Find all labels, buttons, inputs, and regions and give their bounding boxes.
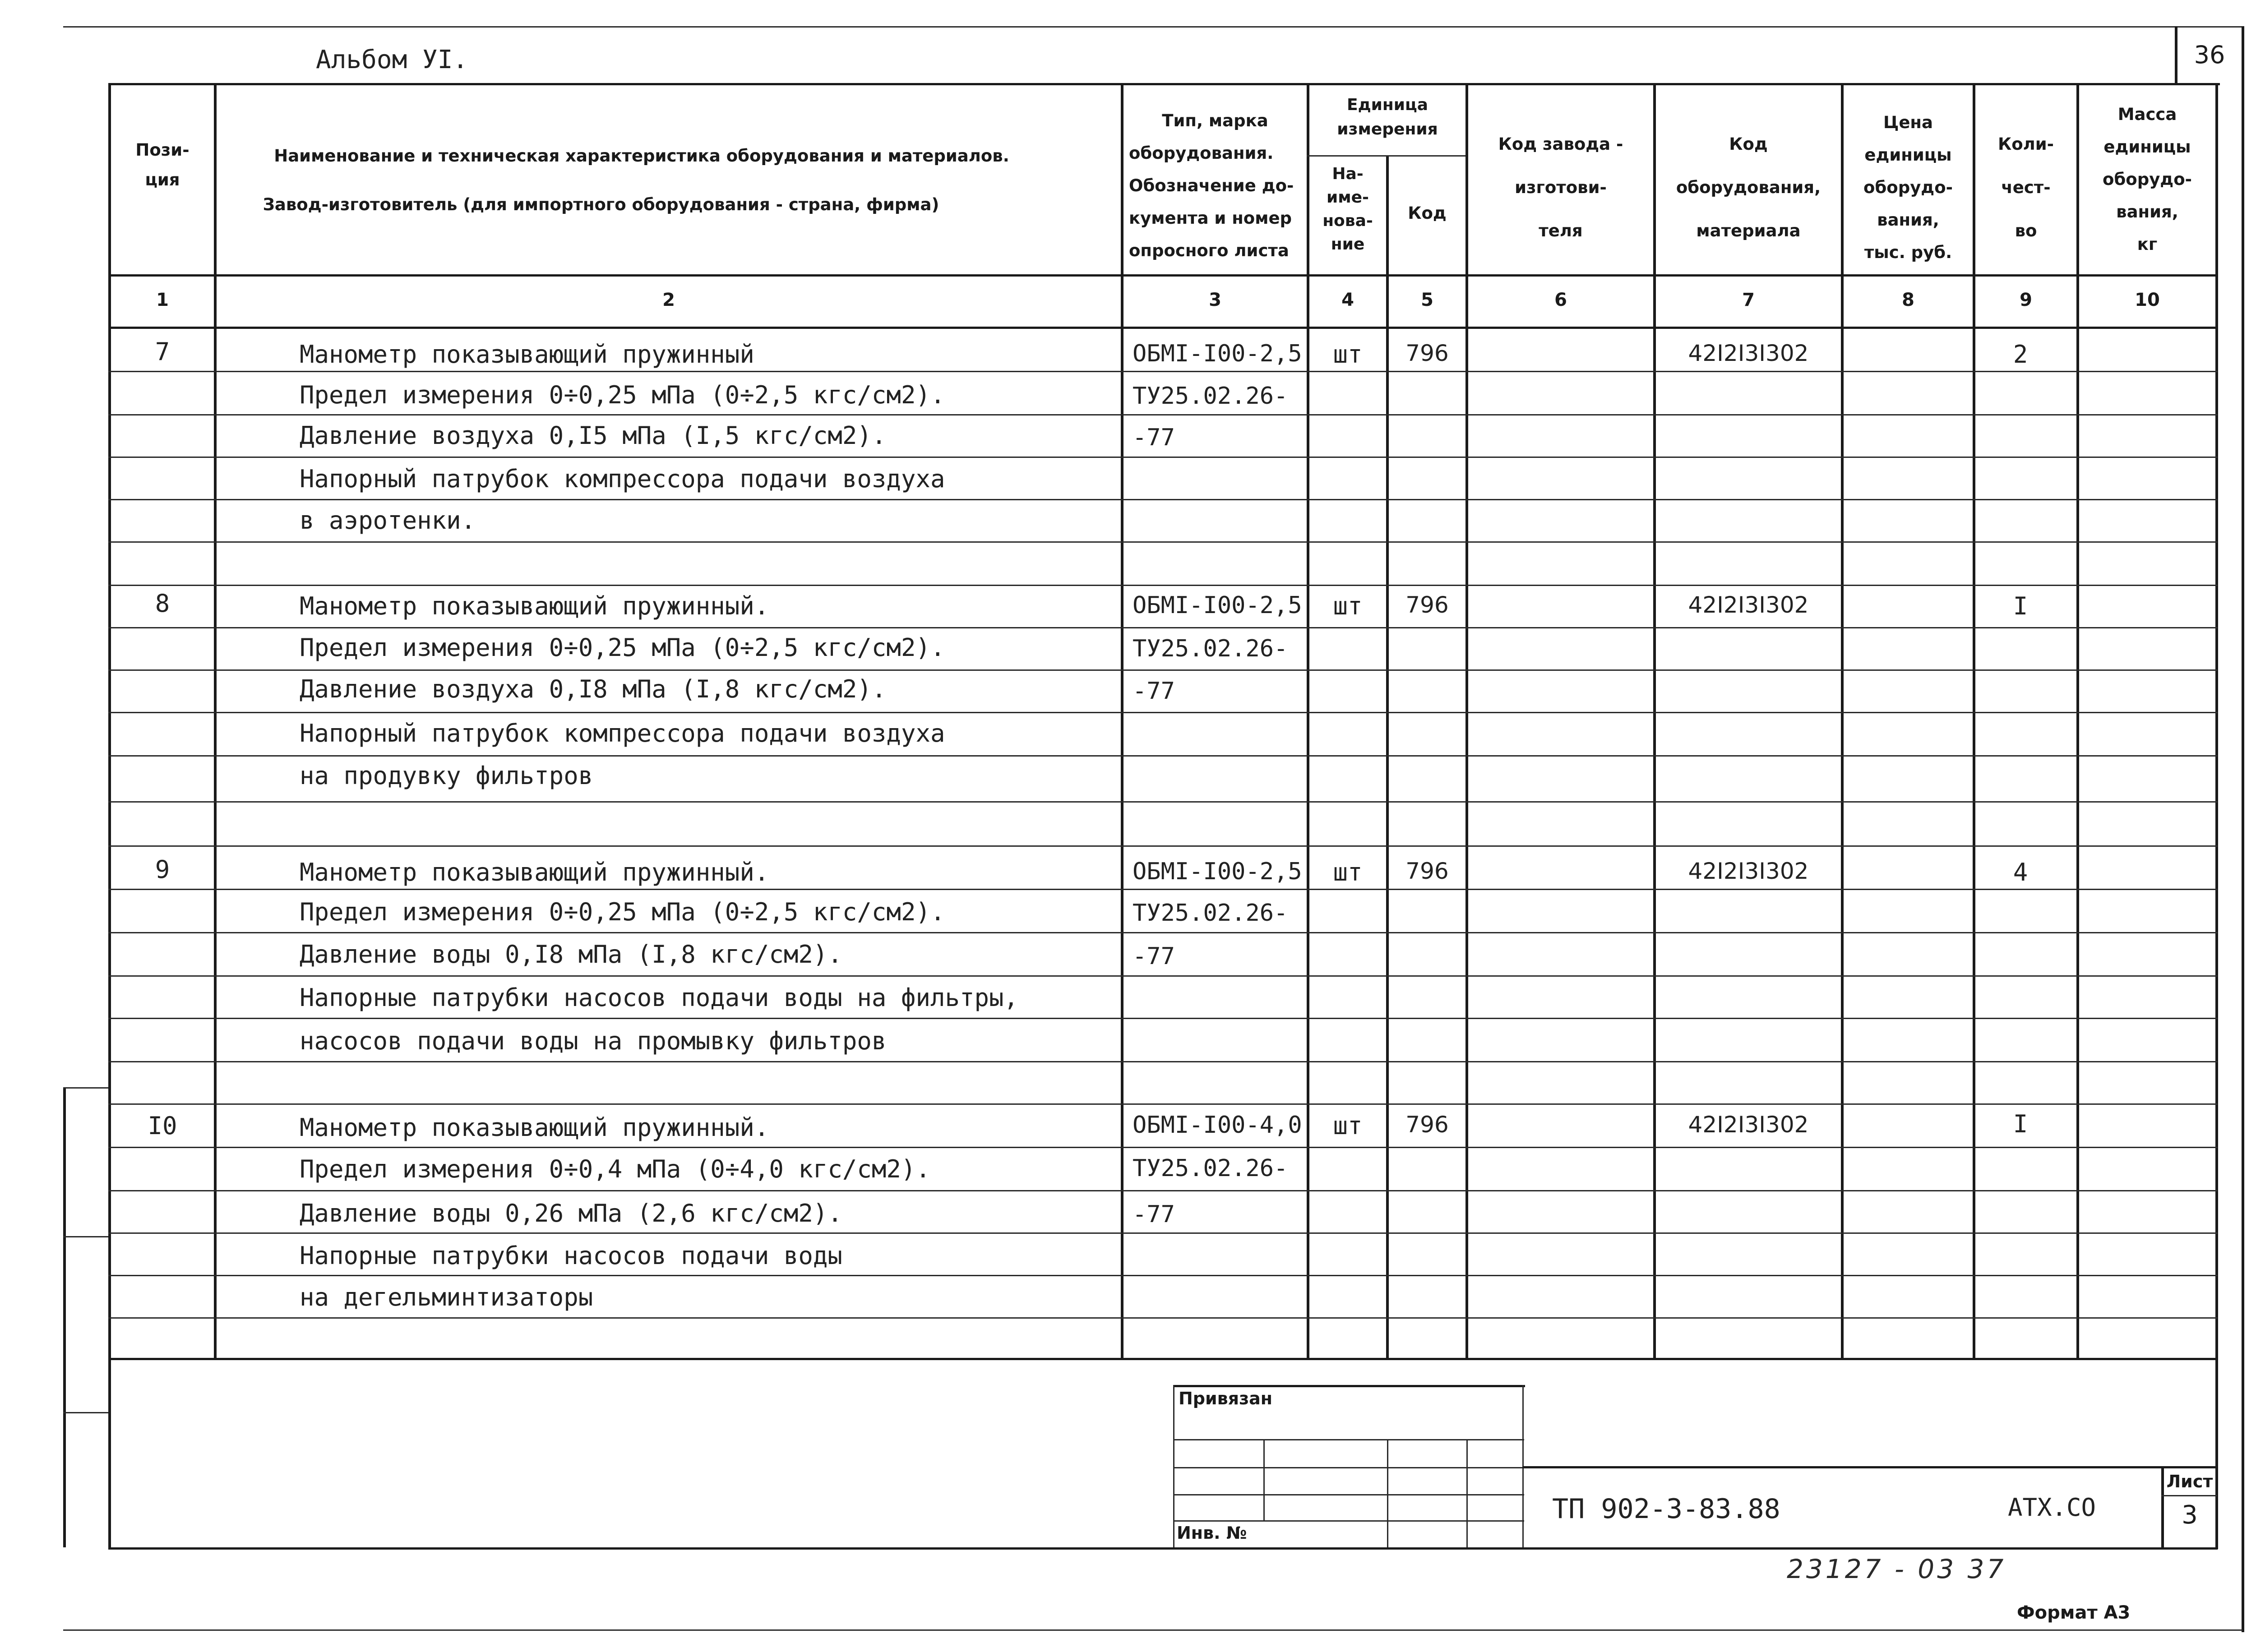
row-line	[108, 414, 2218, 415]
right-edge-line	[2242, 26, 2244, 1632]
table-body-bottom-line	[108, 1358, 2218, 1360]
col-number-1: 1	[156, 290, 169, 310]
item-description-line: Давление воздуха 0,I8 мПа (I,8 кгс/см2).	[300, 675, 887, 703]
item-unit: шт	[1333, 858, 1363, 886]
binding-strip-mid2	[63, 1412, 108, 1413]
item-position: 8	[155, 589, 170, 618]
sheet-box-divider	[2161, 1495, 2217, 1496]
item-type: ОБМI-I00-2,5	[1133, 340, 1302, 367]
item-spec-cont: -77	[1133, 424, 1175, 451]
unit-group-divider	[1307, 155, 1465, 157]
row-line	[108, 1018, 2218, 1019]
binding-strip-top	[63, 1087, 108, 1089]
stamp-inv-label: Инв. №	[1177, 1523, 1247, 1543]
stamp-row-line	[1173, 1520, 1524, 1522]
row-line	[108, 889, 2218, 890]
row-line	[108, 457, 2218, 458]
item-description-line: Манометр показывающий пружинный.	[300, 592, 769, 620]
format-label: Формат А3	[2017, 1602, 2131, 1623]
item-quantity: I	[2013, 592, 2028, 620]
col-number-6: 6	[1554, 290, 1567, 310]
item-unit-code: 796	[1405, 1112, 1449, 1138]
row-line	[108, 1147, 2218, 1148]
row-line	[108, 712, 2218, 713]
item-unit-code: 796	[1405, 340, 1449, 366]
col-number-2: 2	[662, 290, 675, 310]
row-line	[108, 932, 2218, 933]
sheet-number: 3	[2182, 1500, 2198, 1530]
page-number: 36	[2194, 41, 2225, 69]
row-line	[108, 541, 2218, 543]
binding-strip-line	[63, 1087, 66, 1547]
row-line	[108, 499, 2218, 500]
item-description-line: на продувку фильтров	[300, 761, 593, 790]
item-spec-cont: -77	[1133, 1201, 1175, 1228]
item-spec: ТУ25.02.26-	[1133, 1155, 1288, 1182]
col-number-3: 3	[1209, 290, 1221, 310]
col-number-4: 4	[1341, 290, 1354, 310]
item-position: 7	[155, 337, 170, 366]
item-spec: ТУ25.02.26-	[1133, 900, 1288, 927]
stamp-col-line	[1387, 1439, 1388, 1547]
header-type: Тип, марка оборудования. Обозначение до- кумента и номер опросного листа	[1129, 111, 1294, 260]
item-description-line: Напорный патрубок компрессора подачи воздуха	[300, 719, 945, 748]
document-code: ТП 902-3-83.88	[1552, 1493, 1780, 1525]
stamp-col-line	[1263, 1439, 1265, 1520]
item-description-line: Манометр показывающий пружинный.	[300, 1113, 769, 1142]
header-unit-group: Единица измерения	[1337, 96, 1438, 138]
item-description-line: Давление воды 0,26 мПа (2,6 кгс/см2).	[300, 1199, 842, 1227]
item-description-line: Напорные патрубки насосов подачи воды на фильтры,	[300, 983, 1019, 1012]
col-line-4	[1386, 155, 1389, 1360]
item-spec-cont: -77	[1133, 678, 1175, 705]
item-type: ОБМI-I00-2,5	[1133, 858, 1302, 885]
item-description-line: насосов подачи воды на промывку фильтров	[300, 1027, 887, 1055]
binding-strip-mid1	[63, 1236, 108, 1237]
item-type: ОБМI-I00-2,5	[1133, 592, 1302, 619]
row-line	[108, 755, 2218, 757]
stamp-left-line	[1173, 1385, 1174, 1547]
header-unit-name: На- име- нова- ние	[1322, 165, 1373, 254]
row-line	[108, 585, 2218, 586]
header-price: Цена единицы оборудо- вания, тыс. руб.	[1863, 113, 1953, 262]
top-edge-line	[63, 26, 2242, 28]
item-description-line: Предел измерения 0÷0,4 мПа (0÷4,0 кгс/см2).	[300, 1155, 930, 1183]
row-line	[108, 1232, 2218, 1234]
stamp-row-line	[1173, 1467, 1524, 1468]
item-unit: шт	[1333, 592, 1363, 620]
row-line	[108, 371, 2218, 372]
stamp-col-line	[1466, 1439, 1468, 1547]
item-description-line: Напорный патрубок компрессора подачи воздуха	[300, 465, 945, 493]
col-number-9: 9	[2020, 290, 2032, 310]
item-description-line: Давление воды 0,I8 мПа (I,8 кгс/см2).	[300, 940, 842, 969]
table-top-line	[108, 83, 2220, 85]
item-equipment-code: 42I2I3I302	[1688, 592, 1809, 618]
item-unit: шт	[1333, 340, 1363, 369]
item-equipment-code: 42I2I3I302	[1688, 1112, 1809, 1138]
stamp-privyazan-label: Привязан	[1179, 1389, 1273, 1408]
item-position: I0	[148, 1112, 177, 1140]
row-line	[108, 669, 2218, 671]
header-bottom-line	[108, 274, 2218, 277]
item-unit-code: 796	[1405, 858, 1449, 884]
bottom-edge-line	[63, 1629, 2242, 1631]
document-mark: АТХ.СО	[2008, 1493, 2096, 1522]
item-description-line: Напорные патрубки насосов подачи воды	[300, 1241, 842, 1270]
item-description-line: Предел измерения 0÷0,25 мПа (0÷2,5 кгс/см2).	[300, 633, 945, 662]
item-position: 9	[155, 855, 170, 884]
row-line	[108, 1190, 2218, 1191]
item-spec-cont: -77	[1133, 943, 1175, 970]
item-description-line: на дегельминтизаторы	[300, 1283, 593, 1311]
header-quantity: Коли- чест- во	[1997, 134, 2054, 240]
header-factory-code: Код завода - изготови- теля	[1498, 134, 1623, 240]
item-description-line: в аэротенки.	[300, 506, 476, 535]
stamp-top-line	[1173, 1385, 1525, 1387]
stamp-row-line	[1173, 1439, 1524, 1440]
row-line	[108, 627, 2218, 628]
album-label: Альбом УI.	[316, 45, 468, 74]
header-name: Наименование и техническая характеристика оборудования и материалов. Завод-изготовитель (для импортного оборудования - страна, фирма)	[263, 146, 1009, 214]
col-number-8: 8	[1902, 290, 1914, 310]
row-line	[108, 1103, 2218, 1105]
item-unit-code: 796	[1405, 592, 1449, 618]
row-line	[108, 1275, 2218, 1276]
row-line	[108, 1061, 2218, 1062]
col-number-10: 10	[2135, 290, 2160, 310]
item-description-line: Предел измерения 0÷0,25 мПа (0÷2,5 кгс/см2).	[300, 381, 945, 409]
sheet-label: Лист	[2166, 1472, 2213, 1491]
header-mass: Масса единицы оборудо- вания, кг	[2103, 105, 2192, 254]
item-description-line: Предел измерения 0÷0,25 мПа (0÷2,5 кгс/см2).	[300, 898, 945, 926]
col-numbers-bottom-line	[108, 327, 2218, 329]
item-type: ОБМI-I00-4,0	[1133, 1112, 1302, 1139]
header-unit-code: Код	[1408, 203, 1447, 223]
item-description-line: Манометр показывающий пружинный	[300, 340, 754, 369]
item-equipment-code: 42I2I3I302	[1688, 340, 1809, 366]
item-spec: ТУ25.02.26-	[1133, 635, 1288, 662]
col-number-7: 7	[1742, 290, 1755, 310]
header-position: Пози- ция	[135, 140, 190, 189]
row-line	[108, 1317, 2218, 1319]
row-line	[108, 975, 2218, 977]
item-quantity: 2	[2013, 340, 2028, 369]
title-block-line	[1522, 1466, 2217, 1468]
item-description-line: Давление воздуха 0,I5 мПа (I,5 кгс/см2).	[300, 421, 887, 450]
col-number-5: 5	[1421, 290, 1433, 310]
header-equipment-code: Код оборудования, материала	[1676, 134, 1821, 240]
item-equipment-code: 42I2I3I302	[1688, 858, 1809, 884]
item-unit: шт	[1333, 1112, 1363, 1140]
table-bottom-line	[108, 1547, 2218, 1550]
stamp-row-line	[1173, 1494, 1524, 1495]
item-quantity: 4	[2013, 858, 2028, 886]
row-line	[108, 845, 2218, 847]
handwritten-number: 23127 - 03 37	[1787, 1554, 2006, 1584]
item-description-line: Манометр показывающий пружинный.	[300, 858, 769, 886]
table-right-line	[2215, 83, 2218, 1549]
item-spec: ТУ25.02.26-	[1133, 383, 1288, 410]
row-line	[108, 801, 2218, 803]
item-quantity: I	[2013, 1110, 2028, 1138]
